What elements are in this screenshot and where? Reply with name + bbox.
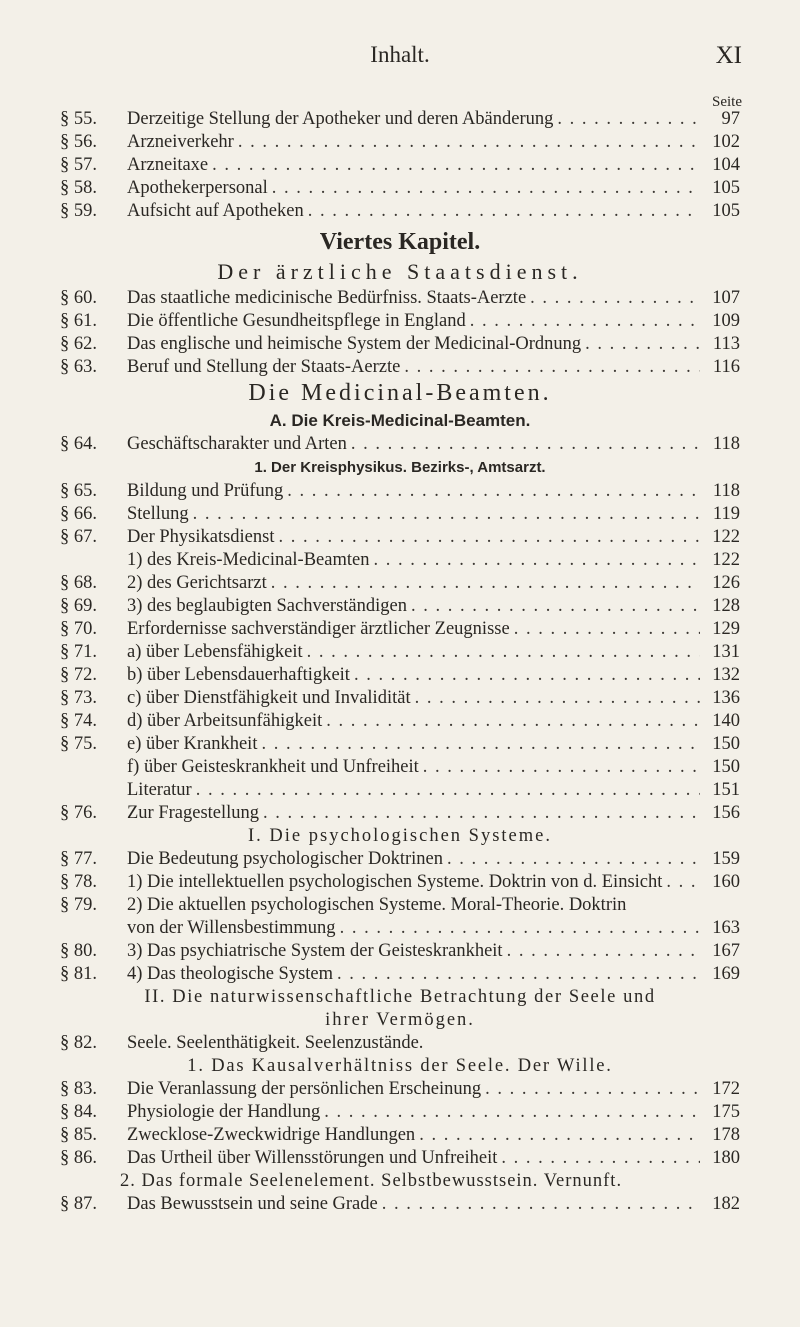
section-heading-psychologische-systeme: I. Die psychologischen Systeme. (248, 826, 552, 846)
toc-entry-title: Der Physikatsdienst (127, 527, 275, 547)
toc-entry[interactable] (60, 963, 740, 986)
toc-entry-section: § 77. (60, 849, 97, 869)
toc-entry-section: § 69. (60, 596, 97, 616)
seite-column-label: Seite (712, 94, 742, 110)
leader-dots (557, 108, 700, 131)
toc-entry-page: 178 (712, 1125, 740, 1145)
toc-entry-page: 163 (712, 918, 740, 938)
toc-entry-title: Erfordernisse sachverständiger ärztlicher Zeugnisse (127, 619, 510, 639)
section-heading-kreis-beamten: A. Die Kreis-Medicinal-Beamten. (269, 411, 531, 430)
chapter-title: Viertes Kapitel. (319, 229, 481, 255)
toc-entry-section: § 56. (60, 132, 97, 152)
leader-dots (404, 356, 700, 379)
section-heading-medicinal-beamten: Die Medicinal-Beamten. (248, 380, 552, 406)
toc-entry-page: 105 (712, 201, 740, 221)
toc-entry-title: Geschäftscharakter und Arten (127, 434, 347, 454)
toc-entry[interactable] (60, 733, 740, 756)
toc-entry-section: § 61. (60, 311, 97, 331)
leader-dots (238, 131, 700, 154)
toc-entry-page: 180 (712, 1148, 740, 1168)
toc-entry-title: Apothekerpersonal (127, 178, 268, 198)
toc-entry-section: § 78. (60, 872, 97, 892)
toc-entry-section: § 80. (60, 941, 97, 961)
toc-entry-title: 2) Die aktuellen psychologischen Systeme. Moral-Theorie. Doktrin (127, 895, 627, 915)
toc-entry-page: 136 (712, 688, 740, 708)
leader-dots (447, 848, 700, 871)
toc-entry-page: 104 (712, 155, 740, 175)
toc-entry-title: f) über Geisteskrankheit und Unfreiheit (127, 757, 419, 777)
toc-entry[interactable] (60, 549, 740, 572)
toc-entry[interactable] (60, 1101, 740, 1124)
leader-dots (423, 756, 700, 779)
toc-entry-page: 175 (712, 1102, 740, 1122)
leader-dots (585, 333, 700, 356)
toc-entry-title: a) über Lebensfähigkeit (127, 642, 303, 662)
toc-entry-section: § 67. (60, 527, 97, 547)
toc-entry-section: § 72. (60, 665, 97, 685)
toc-entry[interactable] (60, 1078, 740, 1101)
toc-entry[interactable] (60, 664, 740, 687)
toc-entry[interactable] (60, 595, 740, 618)
toc-entry-page: 118 (712, 481, 740, 501)
toc-entry-page: 105 (712, 178, 740, 198)
leader-dots (354, 664, 700, 687)
toc-entry-page: 126 (712, 573, 740, 593)
leader-dots (382, 1193, 700, 1216)
toc-entry-title: Das englische und heimische System der Medicinal-Ordnung (127, 334, 582, 354)
toc-entry[interactable] (60, 433, 740, 456)
section-heading-kausalverhaeltniss: 1. Das Kausalverhältniss der Seele. Der Wille. (187, 1056, 613, 1076)
toc-entry[interactable] (60, 1193, 740, 1216)
toc-entry[interactable] (60, 1147, 740, 1170)
toc-entry-title: Zwecklose-Zweckwidrige Handlungen (127, 1125, 416, 1145)
leader-dots (196, 779, 700, 802)
toc-entry-page: 160 (712, 872, 740, 892)
toc-entry-continuation[interactable] (60, 917, 740, 940)
leader-dots (272, 177, 700, 200)
leader-dots (470, 310, 700, 333)
leader-dots (326, 710, 700, 733)
toc-entry-title: b) über Lebensdauerhaftigkeit (127, 665, 350, 685)
toc-entry-page: 172 (712, 1079, 740, 1099)
toc-entry-page: 102 (712, 132, 740, 152)
leader-dots (411, 595, 700, 618)
toc-entry-section: § 82. (60, 1033, 97, 1053)
toc-entry-section: § 55. (60, 109, 97, 129)
toc-entry-page: 156 (712, 803, 740, 823)
toc-entry-section: § 66. (60, 504, 97, 524)
leader-dots (324, 1101, 700, 1124)
toc-entry-page: 128 (712, 596, 740, 616)
leader-dots (530, 287, 700, 310)
toc-entry-title: Das staatliche medicinische Bedürfniss. Staats-Aerzte (127, 288, 527, 308)
toc-entry[interactable] (60, 287, 740, 310)
leader-dots (666, 871, 700, 894)
toc-entry[interactable] (60, 177, 740, 200)
toc-entry-section: § 70. (60, 619, 97, 639)
toc-entry-page: 122 (712, 550, 740, 570)
leader-dots (263, 802, 700, 825)
toc-entry-title: Literatur (127, 780, 192, 800)
leader-dots (485, 1078, 700, 1101)
toc-entry[interactable] (60, 1032, 740, 1055)
toc-entry-title: 1) des Kreis-Medicinal-Beamten (127, 550, 370, 570)
leader-dots (351, 433, 700, 456)
toc-entry[interactable] (60, 710, 740, 733)
leader-dots (340, 917, 700, 940)
toc-entry-title: Das Bewusstsein und seine Grade (127, 1194, 378, 1214)
toc-entry-section: § 85. (60, 1125, 97, 1145)
toc-entry-page: 167 (712, 941, 740, 961)
section-heading-kreisphysikus: 1. Der Kreisphysikus. Bezirks-, Amtsarzt. (254, 459, 546, 476)
toc-entry[interactable] (60, 108, 740, 131)
toc-entry[interactable] (60, 356, 740, 379)
toc-entry-section: § 57. (60, 155, 97, 175)
toc-entry-section: § 86. (60, 1148, 97, 1168)
running-header-title: Inhalt. (370, 42, 430, 67)
toc-entry-section: § 62. (60, 334, 97, 354)
toc-entry[interactable] (60, 480, 740, 503)
toc-entry-page: 118 (712, 434, 740, 454)
toc-entry[interactable] (60, 333, 740, 356)
toc-entry-title: Die Veranlassung der persönlichen Erscheinung (127, 1079, 482, 1099)
toc-entry[interactable] (60, 940, 740, 963)
toc-entry-page: 113 (712, 334, 740, 354)
toc-entry[interactable] (60, 154, 740, 177)
toc-entry[interactable] (60, 779, 740, 802)
toc-entry-page: 109 (712, 311, 740, 331)
toc-entry-title: Beruf und Stellung der Staats-Aerzte (127, 357, 401, 377)
toc-entry-title: Aufsicht auf Apotheken (127, 201, 304, 221)
toc-entry-section: § 84. (60, 1102, 97, 1122)
toc-entry-title: 2) des Gerichtsarzt (127, 573, 267, 593)
toc-entry[interactable] (60, 200, 740, 223)
leader-dots (501, 1147, 700, 1170)
toc-entry-section: § 76. (60, 803, 97, 823)
toc-entry-section: § 58. (60, 178, 97, 198)
page-number-roman: XI (715, 42, 742, 69)
toc-entry-page: 97 (721, 109, 740, 129)
section-heading-naturwissenschaftlich-line1: II. Die naturwissenschaftliche Betrachtung der Seele und (144, 987, 656, 1007)
toc-entry-title: d) über Arbeitsunfähigkeit (127, 711, 323, 731)
toc-entry-section: § 75. (60, 734, 97, 754)
leader-dots (271, 572, 700, 595)
toc-entry-title: c) über Dienstfähigkeit und Invalidität (127, 688, 411, 708)
table-of-contents (60, 108, 740, 1216)
toc-entry[interactable] (60, 802, 740, 825)
toc-entry-section: § 73. (60, 688, 97, 708)
toc-entry-page: 107 (712, 288, 740, 308)
leader-dots (419, 1124, 700, 1147)
toc-entry-title: Zur Fragestellung (127, 803, 260, 823)
toc-entry-page: 131 (712, 642, 740, 662)
leader-dots (278, 526, 700, 549)
toc-entry-page: 182 (712, 1194, 740, 1214)
toc-entry[interactable] (60, 131, 740, 154)
toc-entry-title: Arzneiverkehr (127, 132, 234, 152)
leader-dots (307, 641, 700, 664)
toc-entry-page: 129 (712, 619, 740, 639)
toc-entry-section: § 79. (60, 895, 97, 915)
toc-entry[interactable] (60, 1124, 740, 1147)
toc-entry-section: § 74. (60, 711, 97, 731)
toc-entry[interactable] (60, 641, 740, 664)
toc-entry-page: 116 (712, 357, 740, 377)
toc-entry-section: § 64. (60, 434, 97, 454)
toc-entry-title: 1) Die intellektuellen psychologischen Systeme. Doktrin von d. Einsicht (127, 872, 663, 892)
toc-entry-title: Seele. Seelenthätigkeit. Seelenzustände. (127, 1033, 424, 1053)
toc-entry-title: Das Urtheil über Willensstörungen und Unfreiheit (127, 1148, 498, 1168)
toc-entry[interactable] (60, 756, 740, 779)
toc-entry[interactable] (60, 894, 740, 917)
chapter-subtitle: Der ärztliche Staatsdienst. (217, 259, 583, 284)
toc-entry-title: Arzneitaxe (127, 155, 209, 175)
toc-entry-section: § 63. (60, 357, 97, 377)
toc-entry-title: 3) Das psychiatrische System der Geisteskrankheit (127, 941, 503, 961)
toc-entry-page: 150 (712, 734, 740, 754)
toc-entry-title: Stellung (127, 504, 189, 524)
toc-entry-page: 169 (712, 964, 740, 984)
section-heading-naturwissenschaftlich-line2: ihrer Vermögen. (325, 1010, 475, 1030)
leader-dots (514, 618, 700, 641)
toc-entry[interactable] (60, 310, 740, 333)
toc-entry[interactable] (60, 526, 740, 549)
leader-dots (287, 480, 700, 503)
toc-entry-section: § 68. (60, 573, 97, 593)
leader-dots (373, 549, 700, 572)
toc-entry-title: von der Willensbestimmung (127, 918, 336, 938)
toc-entry-section: § 83. (60, 1079, 97, 1099)
leader-dots (337, 963, 700, 986)
toc-entry-page: 151 (712, 780, 740, 800)
leader-dots (308, 200, 700, 223)
toc-entry-page: 159 (712, 849, 740, 869)
toc-entry-title: Die Bedeutung psychologischer Doktrinen (127, 849, 443, 869)
toc-entry-page: 140 (712, 711, 740, 731)
toc-entry-section: § 81. (60, 964, 97, 984)
toc-entry[interactable] (60, 618, 740, 641)
toc-entry-section: § 60. (60, 288, 97, 308)
toc-entry-title: e) über Krankheit (127, 734, 258, 754)
leader-dots (212, 154, 700, 177)
leader-dots (415, 687, 700, 710)
toc-entry-section: § 87. (60, 1194, 97, 1214)
leader-dots (261, 733, 700, 756)
section-heading-formale-seelenelement: 2. Das formale Seelenelement. Selbstbewusstsein. Vernunft. (120, 1171, 623, 1191)
toc-entry-page: 122 (712, 527, 740, 547)
toc-entry-page: 150 (712, 757, 740, 777)
toc-entry[interactable] (60, 848, 740, 871)
toc-entry-title: Die öffentliche Gesundheitspflege in England (127, 311, 466, 331)
toc-entry[interactable] (60, 687, 740, 710)
toc-entry-title: 4) Das theologische System (127, 964, 334, 984)
leader-dots (193, 503, 700, 526)
leader-dots (507, 940, 700, 963)
toc-entry[interactable] (60, 871, 740, 894)
toc-entry[interactable] (60, 572, 740, 595)
toc-entry-section: § 71. (60, 642, 97, 662)
toc-entry-page: 119 (712, 504, 740, 524)
toc-entry-title: 3) des beglaubigten Sachverständigen (127, 596, 407, 616)
toc-entry-section: § 65. (60, 481, 97, 501)
toc-entry[interactable] (60, 503, 740, 526)
toc-entry-title: Derzeitige Stellung der Apotheker und deren Abänderung (127, 109, 554, 129)
toc-entry-page: 132 (712, 665, 740, 685)
toc-entry-title: Bildung und Prüfung (127, 481, 284, 501)
toc-entry-title: Physiologie der Handlung (127, 1102, 321, 1122)
toc-entry-section: § 59. (60, 201, 97, 221)
